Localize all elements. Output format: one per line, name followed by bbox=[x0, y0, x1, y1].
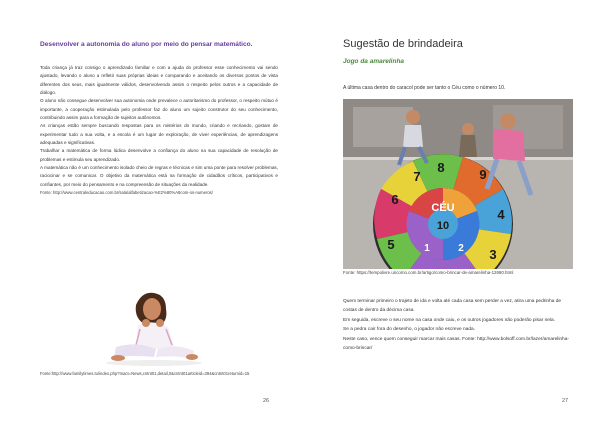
paragraph: Em seguida, escreve o seu nome na casa onde caiu, e os outros jogadores não poderão pisar nela. bbox=[343, 317, 555, 323]
paragraph: Trabalhar a matemática de forma lúdica desenvolve a confiança do aluno na sua capacidade de resolução de problemas e estimula seu aprendizado. bbox=[40, 148, 278, 162]
right-subtitle: Jogo da amarelinha bbox=[343, 58, 405, 65]
board-number: 5 bbox=[387, 237, 395, 252]
left-body bbox=[40, 64, 278, 198]
board-number: 1 bbox=[424, 243, 430, 254]
left-heading: Desenvolver a autonomia do aluno por meio do pensar matemático. bbox=[40, 41, 253, 48]
board-number: 7 bbox=[413, 169, 421, 184]
board-number: 6 bbox=[391, 192, 399, 207]
page-number-left: 26 bbox=[263, 398, 270, 404]
board-number: 4 bbox=[497, 207, 505, 222]
paragraph: Toda criança já traz consigo o aprendizado familiar e com a ajuda do professor esse conhecimento vai sendo ajustado, levando o aluno a refletir suas próprias ideias e comparando e aceitando os diversos pontos de vista diferentes dos seus, mais igualmente válidos, desenvolvendo assim o respeito pelos outros e a capacidade de diálogo. bbox=[40, 65, 278, 96]
right-intro: A última casa dentro do caracol pode ser tanto o Céu como o número 10. bbox=[343, 85, 506, 91]
board-ceu-label: CÉU bbox=[431, 202, 455, 214]
right-photo-caption: Fonte: https://tempolivre.uncomo.com.br/artigo/como-brincar-de-amarelinha-12690.html bbox=[343, 270, 514, 275]
paragraph: Neste caso, vence quem conseguir marcar mais casas. Fonte: http://www.bolsoff.com.br/lazer/amarelinha-como-brincar/ bbox=[343, 336, 569, 352]
left-photo-caption: Fonte:http://www.familytimes.tu/index.php?mact=News,cntnt01,detail,0&cntnt01articleid=394&cntnt01returnid=15 bbox=[40, 371, 250, 376]
board-number: 10 bbox=[436, 220, 450, 232]
hopscotch-photo bbox=[343, 99, 573, 269]
right-body bbox=[343, 297, 575, 353]
girl-photo bbox=[96, 285, 206, 367]
paragraph: Se a pedra cair fora do desenho, o jogador não escreve nada. bbox=[343, 327, 476, 333]
right-title: Sugestão de brindadeira bbox=[343, 38, 463, 50]
board-number: 2 bbox=[458, 243, 464, 254]
paragraph: As crianças estão sempre buscando respostas para os mistérios do mundo, criando e recriando, gostam de experimentar tudo a sua volta, e a escola é um lugar de exploração, de viver experiências, de aprendizagens adequadas e significativas. bbox=[40, 123, 278, 146]
board-number: 9 bbox=[479, 167, 487, 182]
board-number: 3 bbox=[489, 247, 497, 262]
left-source: Fonte: http://www.centraleducacao.com.br/sala/alfabetizacao-%E2%80%A8com-os-numeros/ bbox=[40, 190, 213, 196]
page-number-right: 27 bbox=[562, 398, 569, 404]
board-number: 8 bbox=[437, 160, 445, 175]
paragraph: Quem terminar primeiro o trajeto de ida e volta até cada casa sem perder a vez, atira uma pedrinha de costas de dentro da décima casa. bbox=[343, 299, 562, 314]
paragraph: O aluno não consegue desenvolver sua autonomia onde prevalece o autoritarismo do professor, o respeito mútuo é importante, a cooperação estimulada pelo professor faz do aluno um sujeito construtor do seu conhecimento, contribuindo assim para a formação de sujeitos autônomos. bbox=[40, 98, 278, 121]
paragraph: A matemática não é um conhecimento isolado cheio de regras e técnicas e sim uma ponte para resolver problemas, raciocinar e se comunicar. O objetivo da matemática está na formação de cidadãos críticos, participativos e confiantes, por meio do pensamento e na compreensão de situações da realidade. bbox=[40, 165, 278, 187]
